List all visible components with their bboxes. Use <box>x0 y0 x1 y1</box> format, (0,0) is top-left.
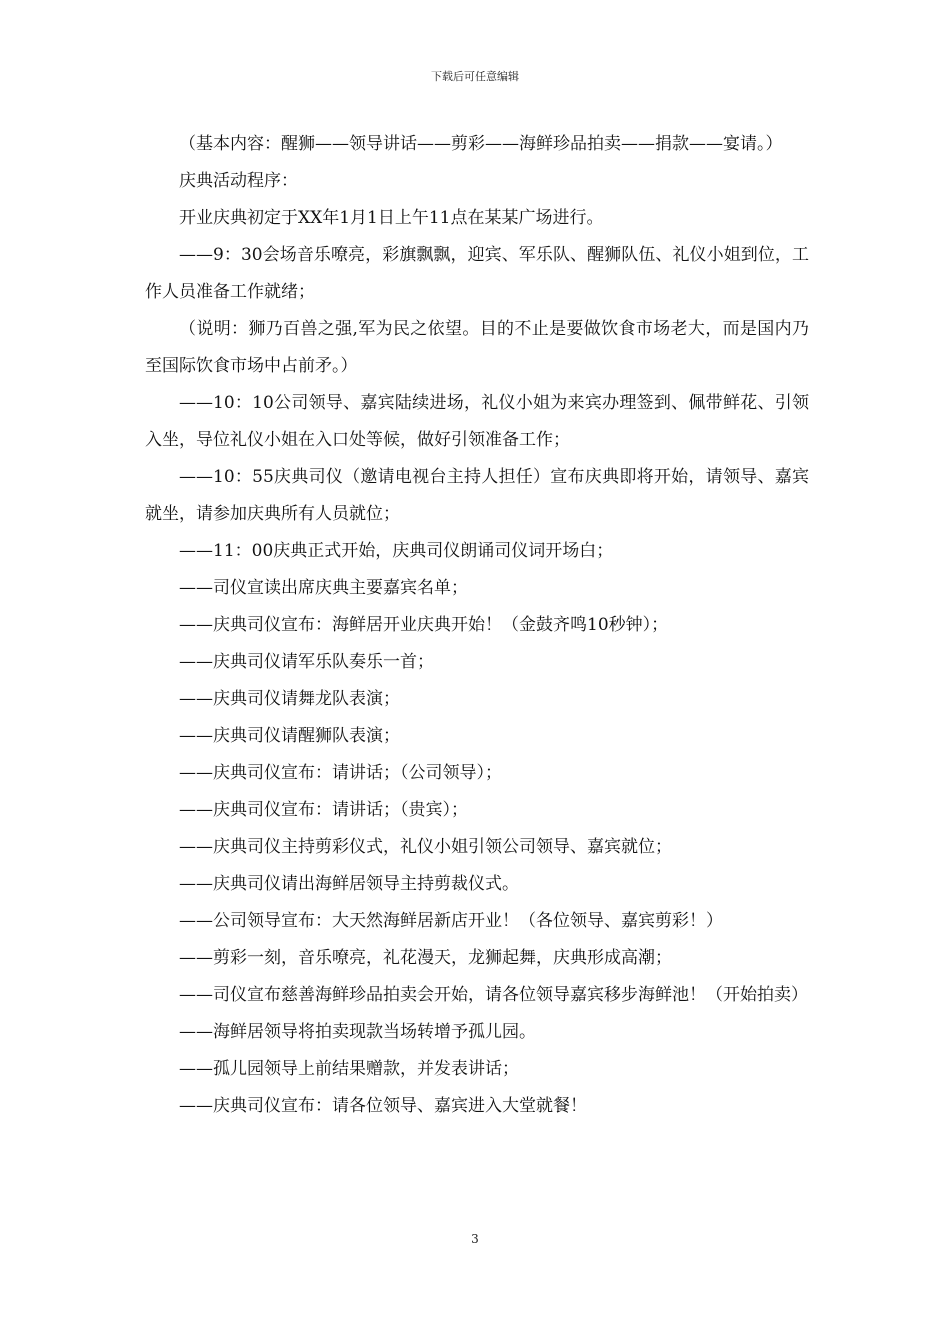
paragraph-item: ——10：55庆典司仪（邀请电视台主持人担任）宣布庆典即将开始，请领导、嘉宾就坐，请参加庆典所有人员就位； <box>145 467 809 524</box>
paragraph-item: ——庆典司仪请出海鲜居领导主持剪裁仪式。 <box>179 874 519 894</box>
paragraph-item-auction: ——司仪宣布慈善海鲜珍品拍卖会开始，请各位领导嘉宾移步海鲜池！（开始拍卖） <box>179 985 808 1005</box>
paragraph-item: ——海鲜居领导将拍卖现款当场转增予孤儿园。 <box>179 1022 536 1042</box>
paragraph-item: ——庆典司仪宣布：请讲话；（公司领导）； <box>179 763 502 783</box>
paragraph-program-heading: 庆典活动程序： <box>179 171 298 191</box>
paragraph-item: ——9：30会场音乐嘹亮，彩旗飘飘，迎宾、军乐队、醒狮队伍、礼仪小姐到位，工作人员准备工作就绪； <box>145 245 809 302</box>
paragraph-basic-content: （基本内容：醒狮——领导讲话——剪彩——海鲜珍品拍卖——捐款——宴请。） <box>179 134 783 154</box>
document-body <box>145 126 809 1125</box>
paragraph-note: （说明：狮乃百兽之强,军为民之依望。目的不止是要做饮食市场老大，而是国内乃至国际饮食市场中占前矛。） <box>145 319 809 376</box>
paragraph-item: ——庆典司仪宣布：请讲话；（贵宾）； <box>179 800 468 820</box>
page-header: 下载后可任意编辑 <box>431 70 519 83</box>
paragraph-item: ——公司领导宣布：大天然海鲜居新店开业！（各位领导、嘉宾剪彩！） <box>179 911 723 931</box>
paragraph-item: ——庆典司仪请醒狮队表演； <box>179 726 400 746</box>
paragraph-item: ——庆典司仪主持剪彩仪式，礼仪小姐引领公司领导、嘉宾就位； <box>179 837 672 857</box>
paragraph-item: ——庆典司仪宣布：海鲜居开业庆典开始！（金鼓齐鸣10秒钟）； <box>179 615 669 635</box>
paragraph-item: ——10：10公司领导、嘉宾陆续进场，礼仪小姐为来宾办理签到、佩带鲜花、引领入坐，导位礼仪小姐在入口处等候，做好引领准备工作； <box>145 393 809 450</box>
paragraph-item: ——庆典司仪请军乐队奏乐一首； <box>179 652 434 672</box>
paragraph-item: ——司仪宣读出席庆典主要嘉宾名单； <box>179 578 468 598</box>
paragraph-item: ——孤儿园领导上前结果赠款，并发表讲话； <box>179 1059 519 1079</box>
page-number: 3 <box>471 1232 479 1246</box>
paragraph-item: ——庆典司仪请舞龙队表演； <box>179 689 400 709</box>
paragraph-item: ——庆典司仪宣布：请各位领导、嘉宾进入大堂就餐！ <box>179 1096 587 1116</box>
paragraph-item: ——11：00庆典正式开始，庆典司仪朗诵司仪词开场白； <box>179 541 614 561</box>
paragraph-opening-time: 开业庆典初定于XX年1月1日上午11点在某某广场进行。 <box>179 208 604 228</box>
paragraph-item: ——剪彩一刻，音乐嘹亮，礼花漫天，龙狮起舞，庆典形成高潮； <box>179 948 672 968</box>
